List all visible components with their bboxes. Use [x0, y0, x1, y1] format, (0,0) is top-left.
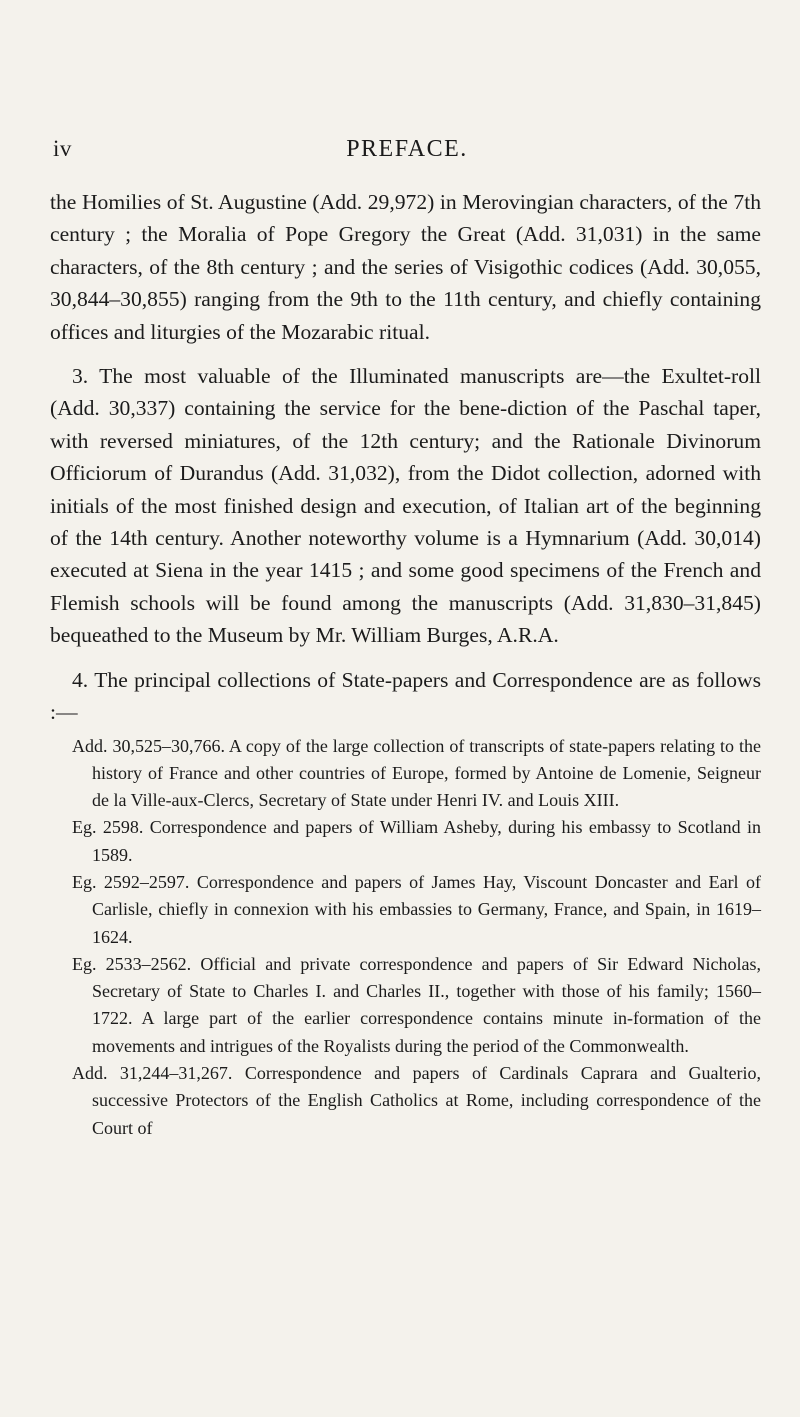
list-item: Add. 30,525–30,766. A copy of the large collection of transcripts of state-papers relating to the history of France and other countries of Europe, formed by Antoine de Lomenie, Seigneur de la Ville-aux-Clercs, Secretary of State under Henri IV. and Louis XIII. — [72, 735, 761, 811]
list-item: Eg. 2592–2597. Correspondence and papers of James Hay, Viscount Doncaster and Earl of Carlisle, chiefly in connexion with his embassies to Germany, France, and Spain, in 1619–1624. — [72, 871, 761, 947]
page-header — [53, 136, 761, 166]
collections-list — [50, 733, 761, 1142]
page-number: iv — [53, 136, 72, 161]
paragraph-illuminated-manuscripts: 3. The most valuable of the Illuminated manuscripts are—the Exultet-roll (Add. 30,337) containing the service for the bene-diction of the Paschal taper, with reversed miniatures, of the 12th century; and the Rationale Divinorum Officiorum of Durandus (Add. 31,032), from the Didot collection, adorned with initials of the most finished design and execution, of Italian art of the beginning of the 14th century. Another noteworthy volume is a Hymnarium (Add. 30,014) executed at Siena in the year 1415 ; and some good specimens of the French and Flemish schools will be found among the manuscripts (Add. 31,830–31,845) bequeathed to the Museum by Mr. William Burges, A.R.A. — [50, 364, 761, 648]
list-item: Eg. 2598. Correspondence and papers of William Asheby, during his embassy to Scotland in 1589. — [72, 817, 761, 865]
list-item: Eg. 2533–2562. Official and private correspondence and papers of Sir Edward Nicholas, Secretary of State to Charles I. and Charles II., together with those of his family; 1560–1722. A large part of the earlier correspondence contains minute in-formation of the movements and intrigues of the Royalists during the period of the Commonwealth. — [72, 953, 761, 1056]
paragraph-state-papers-intro: 4. The principal collections of State-papers and Correspondence are as follows :— — [50, 667, 761, 725]
list-item: Add. 31,244–31,267. Correspondence and papers of Cardinals Caprara and Gualterio, successive Protectors of the English Catholics at Rome, including correspondence of the Court of — [72, 1063, 761, 1138]
paragraph-continuation: the Homilies of St. Augustine (Add. 29,972) in Merovingian characters, of the 7th century ; the Moralia of Pope Gregory the Great (Add. 31,031) in the same characters, of the 8th century ; and the series of Visigothic codices (Add. 30,055, 30,844–30,855) ranging from the 9th to the 11th century, and chiefly containing offices and liturgies of the Mozarabic ritual. — [50, 190, 761, 344]
body-text — [50, 186, 761, 1142]
running-head: PREFACE. — [346, 136, 468, 162]
